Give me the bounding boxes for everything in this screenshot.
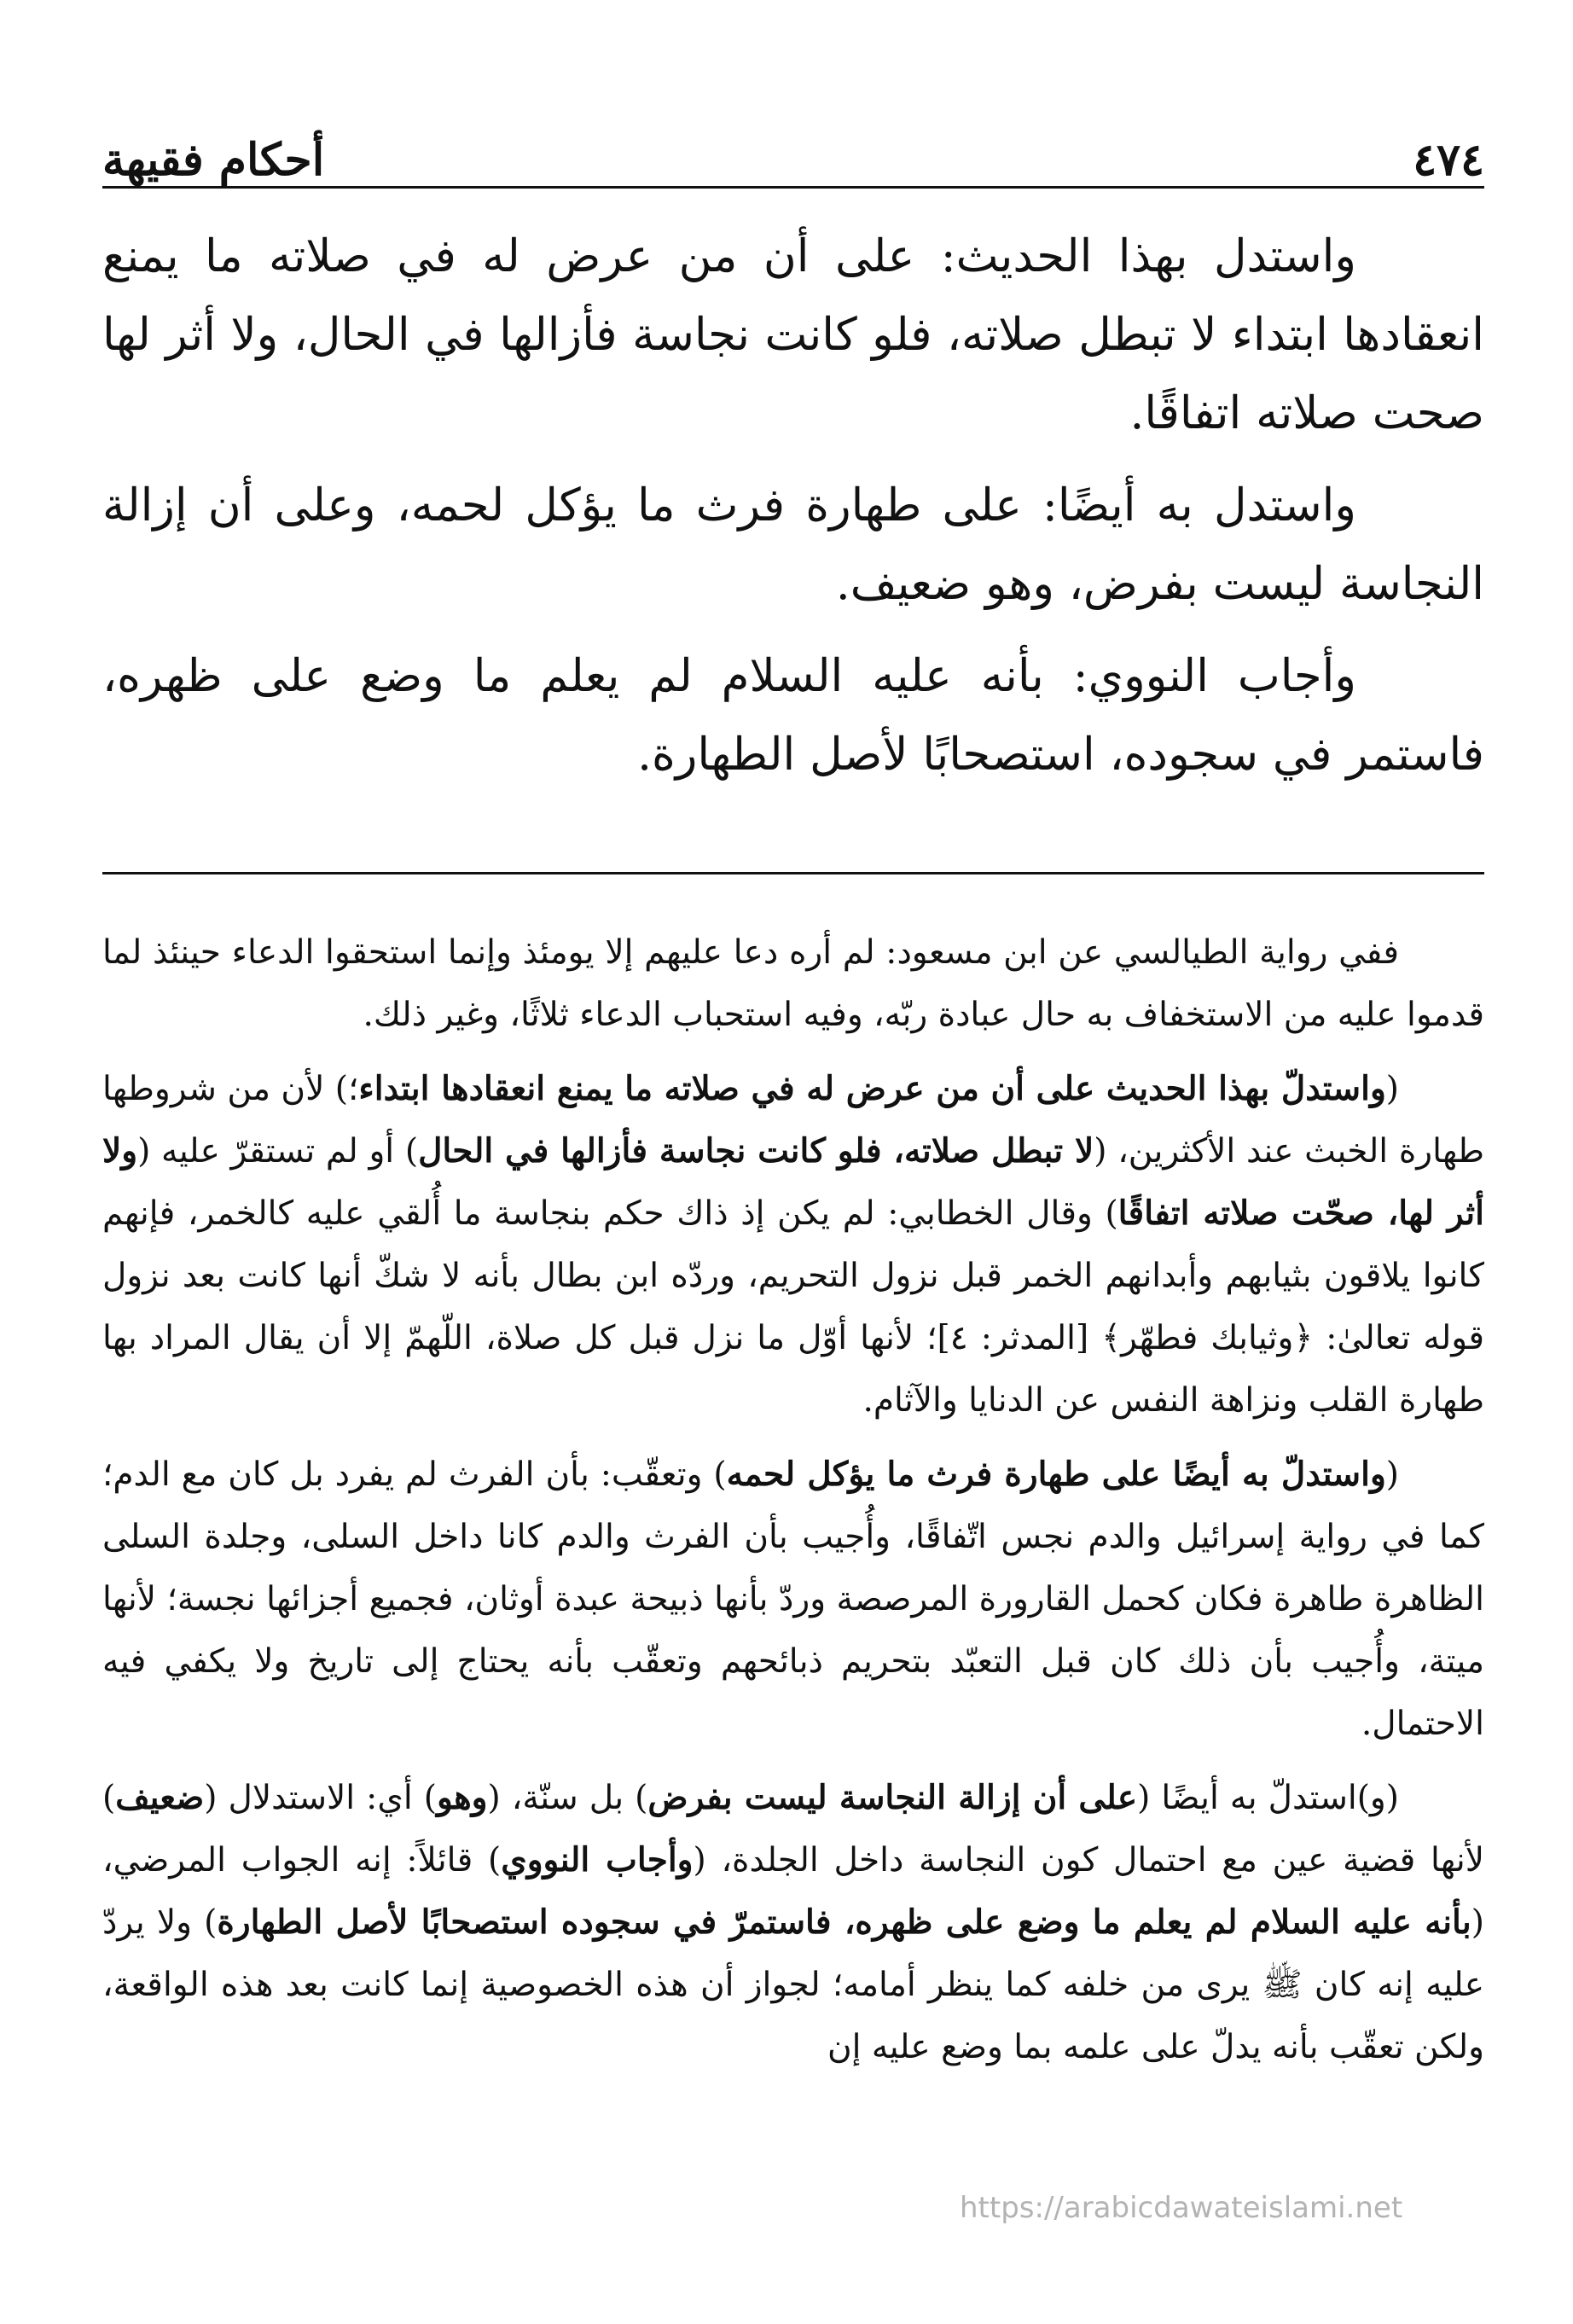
- text-run: ) أي: الاستدلال (: [204, 1779, 437, 1817]
- text-run: ) ولا يردّ عليه إنه كان ﷺ يرى من خلفه كما ينظر أمامه؛ لجواز أن هذه الخصوصية إنما كانت بعد هذه الواقعة، ولكن تعقّب بأنه يدلّ على علمه بما وضع عليه إن: [102, 1903, 1484, 2066]
- main-paragraph: واستدل به أيضًا: على طهارة فرث ما يؤكل لحمه، وعلى أن إزالة النجاسة ليست بفرض، وهو ضعيف.: [102, 479, 1484, 610]
- footnote-rule: [102, 872, 1484, 874]
- bold-run: واستدلّ بهذا الحديث على أن من عرض له في صلاته ما يمنع انعقادها ابتداء: [358, 1069, 1386, 1108]
- text-run: ) قائلاً: إنه الجواب المرضي، (: [102, 1841, 1484, 1942]
- watermark-url: https://arabicdawateislami.net: [960, 2191, 1403, 2225]
- text-run: (: [1385, 1455, 1399, 1494]
- text-run: ) وقال الخطابي: لم يكن إذ ذاك حكم بنجاسة ما أُلقي عليه كالخمر، فإنهم كانوا يلاقون بثيابهم وأبدانهم الخمر قبل نزول التحريم، وردّه ابن بطال بأنه لا شكّ أنها كانت بعد نزول قوله تعالىٰ: ﴿وثيابك فطهّر﴾ [المدثر: ٤]؛ لأنها أوّل ما نزل قبل كل صلاة، اللّهمّ إلا أن يقال المراد بها طهارة القلب ونزاهة النفس عن الدنايا والآثام.: [102, 1194, 1484, 1420]
- bold-run: ولا أثر لها، صحّت صلاته اتفاقًا: [102, 1131, 1484, 1233]
- running-title: أحكام فقيهة: [102, 134, 325, 186]
- text-run: ) بل سنّة، (: [487, 1779, 648, 1817]
- commentary-paragraph: [102, 1444, 1484, 1755]
- text-run: ) أو لم تستقرّ عليه (: [137, 1132, 419, 1171]
- bold-run: واستدلّ به أيضًا على طهارة فرث ما يؤكل لحمه: [726, 1455, 1386, 1494]
- commentary-paragraph: ففي رواية الطيالسي عن ابن مسعود: لم أره دعا عليهم إلا يومئذ وإنما استحقوا الدعاء حينئذ لما قدموا عليه من الاستخفاف به حال عبادة ربّه، وفيه استحباب الدعاء ثلاثًا، وغير ذلك.: [102, 933, 1484, 1034]
- text-run: ؛) لأن من شروطها طهارة الخبث عند الأكثرين، (: [102, 1070, 1485, 1171]
- page-header: [102, 109, 1484, 186]
- text-run: ) وتعقّب: بأن الفرث لم يفرد بل كان مع الدم؛ كما في رواية إسرائيل والدم نجس اتّفاقًا، وأُجيب بأن الفرث والدم كانا داخل السلى، وجلدة السلى الظاهرة طاهرة فكان كحمل القارورة المرصصة وردّ بأنها ذبيحة عبدة أوثان، فجميع أجزائها نجسة؛ لأنها ميتة، وأُجيب بأن ذلك كان قبل التعبّد بتحريم ذبائحهم وتعقّب بأنه يحتاج إلى تاريخ ولا يكفي فيه الاحتمال.: [102, 1455, 1484, 1743]
- main-paragraph: وأجاب النووي: بأنه عليه السلام لم يعلم ما وضع على ظهره، فاستمر في سجوده، استصحابًا لأصل الطهارة.: [102, 650, 1484, 781]
- page-number: ٤٧٤: [1413, 134, 1484, 186]
- bold-run: بأنه عليه السلام لم يعلم ما وضع على ظهره، فاستمرّ في سجوده استصحابًا لأصل الطهارة: [217, 1903, 1471, 1942]
- bold-run: على أن إزالة النجاسة ليست بفرض: [647, 1778, 1138, 1817]
- main-paragraph: واستدل بهذا الحديث: على أن من عرض له في صلاته ما يمنع انعقادها ابتداء لا تبطل صلاته، فلو كانت نجاسة فأزالها في الحال، ولا أثر لها صحت صلاته اتفاقًا.: [102, 230, 1484, 439]
- bold-run: وأجاب النووي: [501, 1840, 694, 1880]
- text-run: (و)استدلّ به أيضًا (: [1137, 1779, 1399, 1817]
- commentary-paragraph: [102, 1058, 1484, 1432]
- bold-run: ضعيف: [115, 1778, 205, 1817]
- commentary: [102, 921, 1484, 2090]
- text-run: (: [1385, 1070, 1400, 1108]
- header-rule: [102, 186, 1484, 189]
- bold-run: وهو: [436, 1778, 488, 1817]
- text-run: ) لأنها قضية عين مع احتمال كون النجاسة داخل الجلدة، (: [102, 1779, 1484, 1880]
- bold-run: لا تبطل صلاته، فلو كانت نجاسة فأزالها في الحال: [418, 1131, 1094, 1171]
- main-text: [102, 218, 1484, 808]
- commentary-paragraph: [102, 1767, 1484, 2078]
